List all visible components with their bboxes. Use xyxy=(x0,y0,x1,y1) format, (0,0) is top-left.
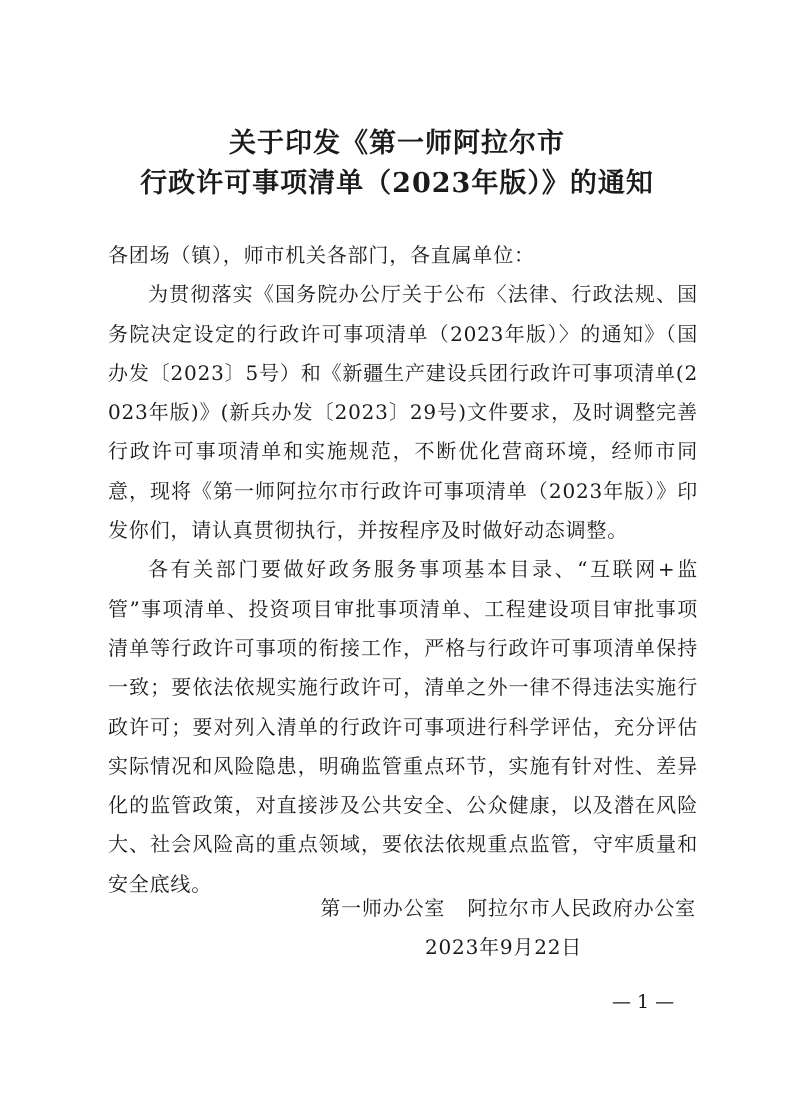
signer-1: 第一师办公室 xyxy=(320,896,446,920)
document-title xyxy=(0,124,794,204)
salutation: 各团场（镇），师市机关各部门，各直属单位： xyxy=(108,243,535,267)
signer-2: 阿拉尔市人民政府办公室 xyxy=(467,896,696,920)
signature-date: 2023年9月22日 xyxy=(425,935,583,959)
document-body xyxy=(108,236,698,904)
title-line-2: 行政许可事项清单（2023年版）》的通知 xyxy=(140,168,654,199)
title-line-1: 关于印发《第一师阿拉尔市 xyxy=(229,128,565,159)
signature-block xyxy=(320,889,696,928)
page-number: — 1 — xyxy=(612,991,675,1013)
paragraph-1: 为贯彻落实《国务院办公厅关于公布〈法律、行政法规、国务院决定设定的行政许可事项清单（2023年版）〉的通知》（国办发〔2023〕5号）和《新疆生产建设兵团行政许可事项清单(2023年版)》(新兵办发〔2023〕29号)文件要求，及时调整完善行政许可事项清单和实施规范，不断优化营商环境，经师市同意，现将《第一师阿拉尔市行政许可事项清单（2023年版）》印发你们，请认真贯彻执行，并按程序及时做好动态调整。 xyxy=(108,282,698,543)
paragraph-2: 各有关部门要做好政务服务事项基本目录、“互联网+监管”事项清单、投资项目审批事项清单、工程建设项目审批事项清单等行政许可事项的衔接工作，严格与行政许可事项清单保持一致；要依法依规实施行政许可，清单之外一律不得违法实施行政许可；要对列入清单的行政许可事项进行科学评估，充分评估实际情况和风险隐患，明确监管重点环节，实施有针对性、差异化的监管政策，对直接涉及公共安全、公众健康，以及潜在风险大、社会风险高的重点领域，要依法依规重点监管，守牢质量和安全底线。 xyxy=(108,557,698,896)
